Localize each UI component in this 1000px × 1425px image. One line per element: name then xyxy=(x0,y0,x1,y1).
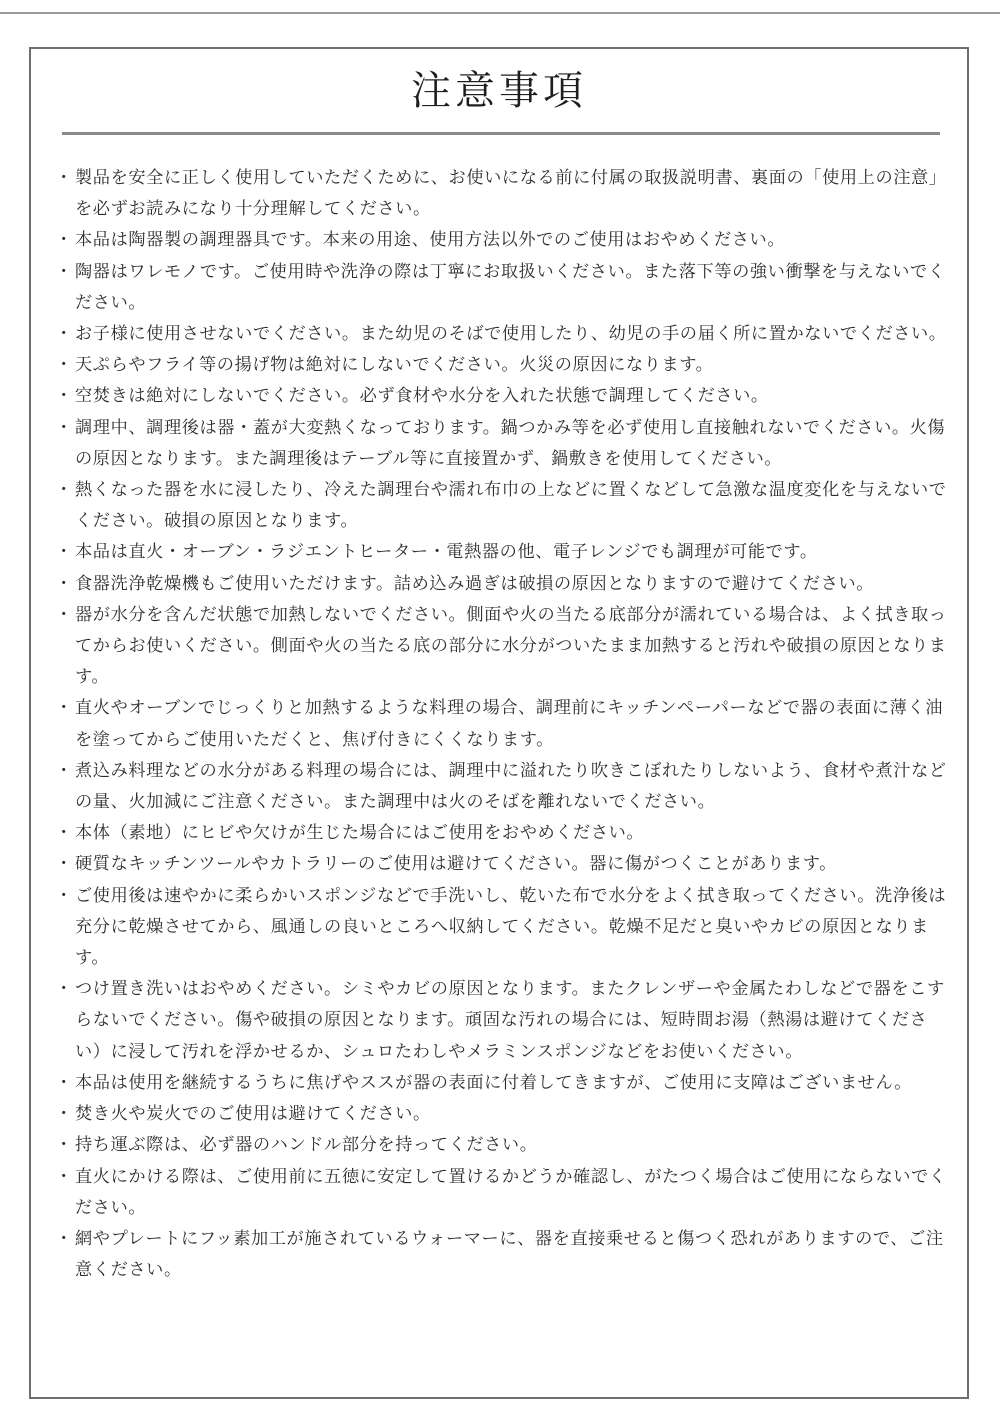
notice-item xyxy=(53,756,953,818)
bullet-icon: ・ xyxy=(55,854,73,875)
bullet-icon: ・ xyxy=(55,823,73,844)
bullet-icon: ・ xyxy=(55,698,73,719)
notice-text: 空焚きは絶対にしないでください。必ず食材や水分を入れた状態で調理してください。 xyxy=(75,386,769,407)
notice-text: つけ置き洗いはおやめください。シミやカビの原因となります。またクレンザーや金属たわしなどで器をこすらないでください。傷や破損の原因となります。頑固な汚れの場合には、短時間お湯（熱湯は避けてください）に浸して汚れを浮かせるか、シュロたわしやメラミンスポンジなどをお使いください。 xyxy=(75,979,945,1062)
notice-item xyxy=(53,693,953,755)
bullet-icon: ・ xyxy=(55,261,73,282)
notice-text: 食器洗浄乾燥機もご使用いただけます。詰め込み過ぎは破損の原因となりますので避けてください。 xyxy=(75,573,875,594)
notice-item xyxy=(53,225,953,256)
bullet-icon: ・ xyxy=(55,885,73,906)
bullet-icon: ・ xyxy=(55,760,73,781)
notice-text: 煮込み料理などの水分がある料理の場合には、調理中に溢れたり吹きこぼれたりしないよう、食材や煮汁などの量、火加減にご注意ください。また調理中は火のそばを離れないでください。 xyxy=(75,760,947,813)
bullet-icon: ・ xyxy=(55,417,73,438)
notice-text: 直火にかける際は、ご使用前に五徳に安定して置けるかどうか確認し、がたつく場合はご使用にならないでください。 xyxy=(75,1166,947,1218)
notice-item xyxy=(53,350,953,381)
bullet-icon: ・ xyxy=(55,542,73,563)
notice-text: 網やプレートにフッ素加工が施されているウォーマーに、器を直接乗せると傷つく恐れがありますので、ご注意ください。 xyxy=(75,1228,944,1281)
notice-item xyxy=(53,1224,953,1286)
bullet-icon: ・ xyxy=(55,573,73,594)
bullet-icon: ・ xyxy=(55,168,73,188)
notice-item xyxy=(53,1068,953,1099)
notice-text: 製品を安全に正しく使用していただくために、お使いになる前に付属の取扱説明書、裏面の「使用上の注意」を必ずお読みになり十分理解してください。 xyxy=(75,168,947,220)
notice-item xyxy=(53,600,953,694)
notice-text: 調理中、調理後は器・蓋が大変熱くなっております。鍋つかみ等を必ず使用し直接触れないでください。火傷の原因となります。また調理後はテーブル等に直接置かず、鍋敷きを使用してください。 xyxy=(75,417,946,469)
notice-item xyxy=(53,974,953,1068)
notice-text: 天ぷらやフライ等の揚げ物は絶対にしないでください。火災の原因になります。 xyxy=(75,355,714,376)
notice-item xyxy=(53,1130,953,1161)
notice-text: 本品は直火・オーブン・ラジエントヒーター・電熱器の他、電子レンジでも調理が可能です。 xyxy=(75,542,818,563)
notice-text: ご使用後は速やかに柔らかいスポンジなどで手洗いし、乾いた布で水分をよく拭き取ってください。洗浄後は充分に乾燥させてから、風通しの良いところへ収納してください。乾燥不足だと臭いやカビの原因となります。 xyxy=(75,885,947,969)
notice-item xyxy=(53,818,953,849)
notice-item xyxy=(53,381,953,412)
bullet-icon: ・ xyxy=(55,1104,73,1125)
bullet-icon: ・ xyxy=(55,480,73,501)
notice-text: 焚き火や炭火でのご使用は避けてください。 xyxy=(75,1104,431,1125)
notice-text: 持ち運ぶ際は、必ず器のハンドル部分を持ってください。 xyxy=(75,1135,538,1156)
notice-item xyxy=(53,1162,953,1224)
notice-list xyxy=(53,163,953,1286)
bullet-icon: ・ xyxy=(55,979,73,1000)
notice-text: 硬質なキッチンツールやカトラリーのご使用は避けてください。器に傷がつくことがあります。 xyxy=(75,854,837,875)
bullet-icon: ・ xyxy=(55,1228,73,1249)
notice-item xyxy=(53,475,953,537)
bullet-icon: ・ xyxy=(55,1166,73,1187)
notice-item xyxy=(53,569,953,600)
notice-item xyxy=(53,413,953,475)
notice-item xyxy=(53,319,953,350)
notice-text: 本体（素地）にヒビや欠けが生じた場合にはご使用をおやめください。 xyxy=(75,823,645,844)
notice-text: 熱くなった器を水に浸したり、冷えた調理台や濡れ布巾の上などに置くなどして急激な温度変化を与えないでください。破損の原因となります。 xyxy=(75,480,947,532)
bullet-icon: ・ xyxy=(55,324,73,345)
notice-box xyxy=(29,47,969,1399)
page-title: 注意事項 xyxy=(411,68,587,114)
notice-text: 本品は陶器製の調理器具です。本来の用途、使用方法以外でのご使用はおやめください。 xyxy=(75,230,786,251)
notice-item xyxy=(53,163,953,225)
notice-item xyxy=(53,257,953,319)
bullet-icon: ・ xyxy=(55,604,73,625)
notice-item xyxy=(53,537,953,568)
top-divider xyxy=(0,12,1000,14)
title-underline xyxy=(62,132,940,135)
bullet-icon: ・ xyxy=(55,355,73,376)
bullet-icon: ・ xyxy=(55,1072,73,1093)
notice-text: 本品は使用を継続するうちに焦げやススが器の表面に付着してきますが、ご使用に支障はございません。 xyxy=(75,1072,913,1093)
notice-text: 器が水分を含んだ状態で加熱しないでください。側面や火の当たる底部分が濡れている場合は、よく拭き取ってからお使いください。側面や火の当たる底の部分に水分がついたまま加熱すると汚れや破損の原因となります。 xyxy=(75,604,947,688)
bullet-icon: ・ xyxy=(55,1135,73,1156)
notice-item xyxy=(53,849,953,880)
notice-text: 陶器はワレモノです。ご使用時や洗浄の際は丁寧にお取扱いください。また落下等の強い衝撃を与えないでください。 xyxy=(75,261,946,313)
notice-text: 直火やオーブンでじっくりと加熱するような料理の場合、調理前にキッチンペーパーなどで器の表面に薄く油を塗ってからご使用いただくと、焦げ付きにくくなります。 xyxy=(75,698,943,750)
bullet-icon: ・ xyxy=(55,386,73,407)
bullet-icon: ・ xyxy=(55,230,73,251)
notice-text: お子様に使用させないでください。また幼児のそばで使用したり、幼児の手の届く所に置かないでください。 xyxy=(75,324,947,345)
notice-item xyxy=(53,881,953,975)
notice-item xyxy=(53,1099,953,1130)
